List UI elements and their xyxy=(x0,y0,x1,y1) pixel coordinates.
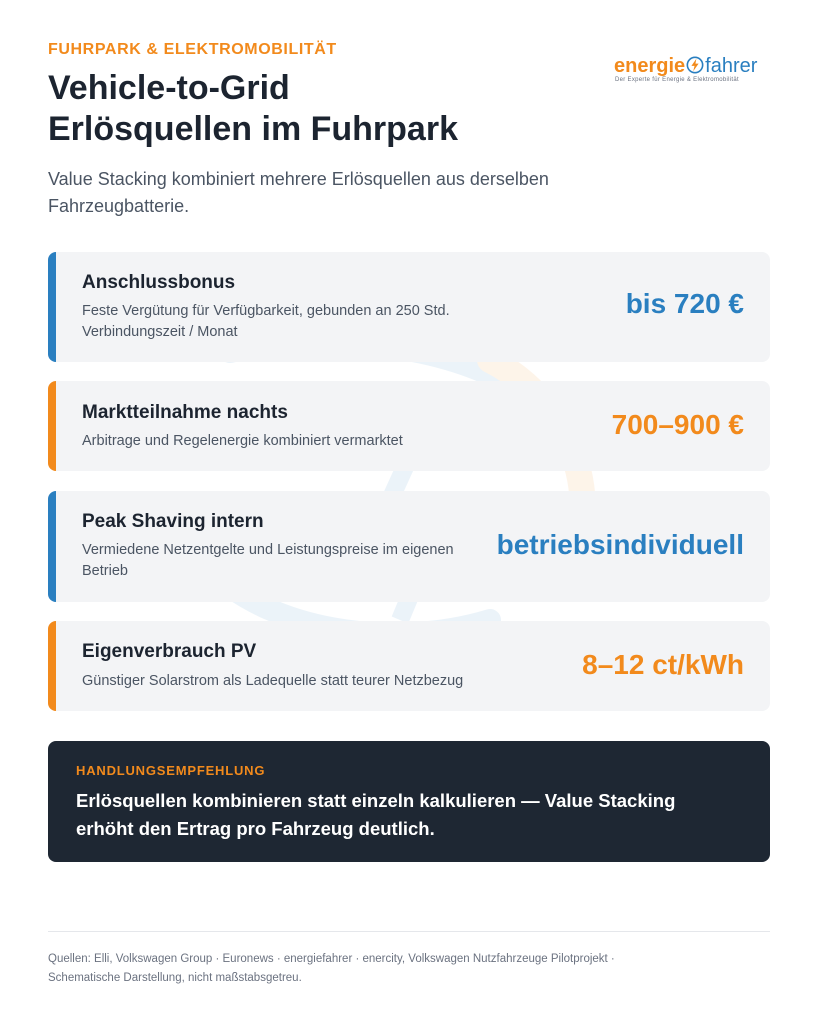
footer-note-line: Schematische Darstellung, nicht maßstabsgetreu. xyxy=(48,972,302,984)
footer-sources-line: Quellen: Elli, Volkswagen Group · Euronews · energiefahrer · enercity, Volkswagen Nutzfahrzeuge Pilotprojekt · xyxy=(48,953,615,965)
recommendation-label: HANDLUNGSEMPFEHLUNG xyxy=(76,763,266,778)
card-title: Anschlussbonus xyxy=(82,272,236,293)
kicker-label: FUHRPARK & ELEKTROMOBILITÄT xyxy=(48,41,337,58)
card-value: 8–12 ct/kWh xyxy=(582,649,744,680)
recommendation-text: Erlösquellen kombinieren statt einzeln kalkulieren — Value Stacking erhöht den Ertrag pro Fahrzeug deutlich. xyxy=(76,790,676,839)
page-title-line-1: Vehicle-to-Grid xyxy=(48,69,290,107)
footer-sources xyxy=(48,950,748,988)
revenue-card-eigenverbrauch-pv xyxy=(48,621,770,711)
card-title: Peak Shaving intern xyxy=(82,511,264,532)
revenue-card-peak-shaving xyxy=(48,491,770,602)
logo-part-fahrer: fahrer xyxy=(705,55,758,77)
logo-wordmark xyxy=(614,54,757,78)
card-value: bis 720 € xyxy=(625,288,744,319)
card-description: Arbitrage und Regelenergie kombiniert vermarktet xyxy=(82,433,403,449)
card-title: Marktteilnahme nachts xyxy=(82,402,288,423)
footer-divider xyxy=(48,931,770,932)
revenue-card-marktteilnahme xyxy=(48,381,770,471)
card-value: betriebsindividuell xyxy=(496,529,744,560)
card-description: Vermiedene Netzentgelte und Leistungspreise im eigenen Betrieb xyxy=(82,542,454,579)
card-description: Günstiger Solarstrom als Ladequelle statt teurer Netzbezug xyxy=(82,673,464,689)
card-description: Feste Vergütung für Verfügbarkeit, gebunden an 250 Std. Verbindungszeit / Monat xyxy=(82,303,450,340)
page-title xyxy=(48,68,568,150)
card-accent-bar xyxy=(48,381,56,471)
recommendation-box xyxy=(48,741,770,862)
energiefahrer-logo xyxy=(614,54,774,88)
revenue-card-anschlussbonus xyxy=(48,252,770,362)
card-title: Eigenverbrauch PV xyxy=(82,641,257,662)
page-subtitle: Value Stacking kombiniert mehrere Erlösquellen aus derselben Fahrzeugbatterie. xyxy=(48,169,549,216)
card-accent-bar xyxy=(48,491,56,602)
lightning-bolt-icon xyxy=(686,56,704,74)
card-accent-bar xyxy=(48,621,56,711)
logo-tagline: Der Experte für Energie & Elektromobilität xyxy=(615,77,739,83)
card-value: 700–900 € xyxy=(611,409,744,440)
card-accent-bar xyxy=(48,252,56,362)
logo-part-energie: energie xyxy=(614,55,686,77)
page-title-line-2: Erlösquellen im Fuhrpark xyxy=(48,110,458,148)
